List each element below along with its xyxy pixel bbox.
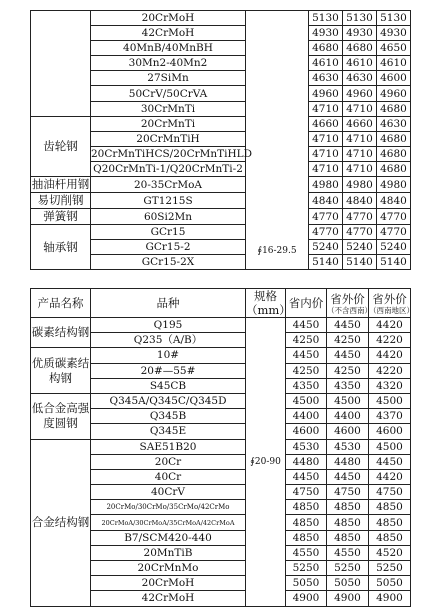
out-province-price-cell: 4930 <box>343 26 377 41</box>
product-cell: Q345A/Q345C/Q345D <box>91 393 246 408</box>
out-province-price-cell: 4710 <box>343 101 377 116</box>
product-cell: 20Cr <box>91 454 246 469</box>
product-cell: Q345B <box>91 409 246 424</box>
domestic-price-cell: 4630 <box>309 71 343 86</box>
domestic-price-cell: 4850 <box>286 500 327 515</box>
table-row <box>31 318 411 333</box>
header-out1-note: （不含西南） <box>327 305 372 315</box>
table-row <box>31 348 411 363</box>
product-cell: 30Mn2-40Mn2 <box>91 56 246 71</box>
out-province-price-cell: 4850 <box>327 515 369 530</box>
out-province-price-cell: 4850 <box>327 530 369 545</box>
product-cell: 20CrMnTiH <box>91 131 246 146</box>
product-cell: 42CrMoH <box>91 591 246 606</box>
product-cell: 20CrMnMo <box>91 561 246 576</box>
domestic-price-cell: 4480 <box>286 454 327 469</box>
category-cell: 优质碳素结构钢 <box>31 348 91 394</box>
domestic-price-cell: 4710 <box>309 161 343 176</box>
domestic-price-cell: 4450 <box>286 348 327 363</box>
product-cell: 20MnTiB <box>91 545 246 560</box>
southwest-price-cell: 4930 <box>377 26 411 41</box>
header-out1-label: 省外价 <box>330 291 365 306</box>
southwest-price-cell: 4420 <box>369 348 411 363</box>
product-cell: 20CrMoH <box>91 576 246 591</box>
southwest-price-cell: 4680 <box>377 131 411 146</box>
domestic-price-cell: 4600 <box>286 424 327 439</box>
southwest-price-cell: 4770 <box>377 225 411 240</box>
out-province-price-cell: 4750 <box>327 485 369 500</box>
round-steel-price-table <box>30 288 414 607</box>
header-product: 品种 <box>91 289 246 318</box>
southwest-price-cell: 4750 <box>369 485 411 500</box>
product-cell: 40MnB/40MnBH <box>91 41 246 56</box>
out-province-price-cell: 4630 <box>343 71 377 86</box>
out-province-price-cell: 5140 <box>343 255 377 270</box>
header-southwest-price <box>369 289 414 318</box>
southwest-price-cell: 4770 <box>377 209 411 225</box>
product-cell: 50CrV/50CrVA <box>91 86 246 101</box>
category-cell: 碳素结构钢 <box>31 318 91 348</box>
domestic-price-cell: 4660 <box>309 116 343 131</box>
product-cell: 60Si2Mn <box>91 209 246 225</box>
southwest-price-cell: 4840 <box>377 193 411 209</box>
southwest-price-cell: 4650 <box>377 41 411 56</box>
domestic-price-cell: 4900 <box>286 591 327 606</box>
domestic-price-cell: 4450 <box>286 318 327 333</box>
domestic-price-cell: 4960 <box>309 86 343 101</box>
southwest-price-cell: 4370 <box>369 409 411 424</box>
southwest-price-cell: 4220 <box>369 363 411 378</box>
out-province-price-cell: 4770 <box>343 209 377 225</box>
header-out2-note: （西南地区） <box>369 305 414 315</box>
out-province-price-cell: 4840 <box>343 193 377 209</box>
domestic-price-cell: 4400 <box>286 409 327 424</box>
product-cell: Q345E <box>91 424 246 439</box>
southwest-price-cell: 4680 <box>377 101 411 116</box>
domestic-price-cell: 4530 <box>286 439 327 454</box>
product-cell: 10# <box>91 348 246 363</box>
domestic-price-cell: 5250 <box>286 561 327 576</box>
header-domestic-price: 省内价 <box>286 289 327 318</box>
out-province-price-cell: 4710 <box>343 146 377 161</box>
table-row <box>31 393 411 408</box>
out-province-price-cell: 5250 <box>327 561 369 576</box>
table-row <box>31 116 411 131</box>
domestic-price-cell: 4710 <box>309 101 343 116</box>
southwest-price-cell: 4420 <box>369 469 411 484</box>
product-cell: GCr15-2X <box>91 255 246 270</box>
product-cell: S45CB <box>91 378 246 393</box>
out-province-price-cell: 4350 <box>327 378 369 393</box>
domestic-price-cell: 4930 <box>309 26 343 41</box>
domestic-price-cell: 4980 <box>309 177 343 193</box>
southwest-price-cell: 4600 <box>377 71 411 86</box>
spec-cell: ∮20-90 <box>246 318 286 607</box>
southwest-price-cell: 4220 <box>369 333 411 348</box>
southwest-price-cell: 4320 <box>369 378 411 393</box>
domestic-price-cell: 4770 <box>309 225 343 240</box>
southwest-price-cell: 4960 <box>377 86 411 101</box>
domestic-price-cell: 4680 <box>309 41 343 56</box>
southwest-price-cell: 4850 <box>369 515 411 530</box>
product-cell: 20CrMnTiHCS/20CrMnTiHLD <box>91 147 253 160</box>
out-province-price-cell: 5050 <box>327 576 369 591</box>
southwest-price-cell: 4680 <box>377 146 411 161</box>
product-cell: GCr15-2 <box>91 240 246 255</box>
southwest-price-cell: 5250 <box>369 561 411 576</box>
category-cell: 低合金高强度圆钢 <box>31 393 91 439</box>
domestic-price-cell: 4770 <box>309 209 343 225</box>
category-cell: 齿轮钢 <box>31 116 91 176</box>
table-row <box>31 439 411 454</box>
table-row <box>31 11 411 26</box>
table-row <box>31 193 411 209</box>
out-province-price-cell: 4960 <box>343 86 377 101</box>
out-province-price-cell: 4500 <box>327 393 369 408</box>
out-province-price-cell: 4770 <box>343 225 377 240</box>
southwest-price-cell: 4500 <box>369 393 411 408</box>
out-province-price-cell: 4710 <box>343 131 377 146</box>
domestic-price-cell: 4500 <box>286 393 327 408</box>
out-province-price-cell: 4450 <box>327 469 369 484</box>
product-cell: GT1215S <box>91 193 246 209</box>
header-spec: 规格（mm） <box>246 289 291 317</box>
product-cell: 30CrMnTi <box>91 101 246 116</box>
table-row <box>31 209 411 225</box>
domestic-price-cell: 5140 <box>309 255 343 270</box>
category-cell: 弹簧钢 <box>31 209 91 225</box>
domestic-price-cell: 4710 <box>309 146 343 161</box>
product-cell: 42CrMoH <box>91 26 246 41</box>
out-province-price-cell: 4980 <box>343 177 377 193</box>
domestic-price-cell: 4450 <box>286 469 327 484</box>
out-province-price-cell: 4550 <box>327 545 369 560</box>
out-province-price-cell: 4250 <box>327 333 369 348</box>
product-cell: 40Cr <box>91 469 246 484</box>
southwest-price-cell: 4450 <box>369 454 411 469</box>
product-cell: 20#—55# <box>91 363 246 378</box>
domestic-price-cell: 4850 <box>286 515 327 530</box>
product-cell: 27SiMn <box>91 71 246 86</box>
out-province-price-cell: 4530 <box>327 439 369 454</box>
domestic-price-cell: 4250 <box>286 333 327 348</box>
domestic-price-cell: 4840 <box>309 193 343 209</box>
domestic-price-cell: 4610 <box>309 56 343 71</box>
southwest-price-cell: 4500 <box>369 439 411 454</box>
domestic-price-cell: 4250 <box>286 363 327 378</box>
out-province-price-cell: 4450 <box>327 318 369 333</box>
product-cell: B7/SCM420-440 <box>91 530 246 545</box>
product-cell: 20CrMnTi <box>91 116 246 131</box>
price-table-continued <box>30 10 411 270</box>
out-province-price-cell: 4710 <box>343 161 377 176</box>
southwest-price-cell: 4850 <box>369 530 411 545</box>
domestic-price-cell: 5240 <box>309 240 343 255</box>
southwest-price-cell: 4630 <box>377 116 411 131</box>
header-out-province-price <box>327 289 372 318</box>
southwest-price-cell: 4680 <box>377 161 411 176</box>
out-province-price-cell: 5130 <box>343 11 377 26</box>
header-category: 产品名称 <box>31 289 91 318</box>
header-out2-label: 省外价 <box>372 291 407 306</box>
category-cell: 合金结构钢 <box>31 439 91 606</box>
out-province-price-cell: 4900 <box>327 591 369 606</box>
southwest-price-cell: 5240 <box>377 240 411 255</box>
domestic-price-cell: 4750 <box>286 485 327 500</box>
product-cell: Q20CrMnTi-1/Q20CrMnTi-2 <box>91 161 246 176</box>
out-province-price-cell: 4600 <box>327 424 369 439</box>
domestic-price-cell: 4710 <box>309 131 343 146</box>
out-province-price-cell: 4480 <box>327 454 369 469</box>
southwest-price-cell: 4850 <box>369 500 411 515</box>
product-cell: 20CrMoA/30CrMoA/35CrMoA/42CrMoA <box>91 515 246 530</box>
southwest-price-cell: 4420 <box>369 318 411 333</box>
product-cell: 20CrMoH <box>91 11 246 26</box>
domestic-price-cell: 5130 <box>309 11 343 26</box>
southwest-price-cell: 4600 <box>369 424 411 439</box>
southwest-price-cell: 4610 <box>377 56 411 71</box>
domestic-price-cell: 4550 <box>286 545 327 560</box>
out-province-price-cell: 4660 <box>343 116 377 131</box>
southwest-price-cell: 4900 <box>369 591 411 606</box>
out-province-price-cell: 4680 <box>343 41 377 56</box>
spec-cell: ∮16-29.5 <box>246 11 309 270</box>
southwest-price-cell: 5050 <box>369 576 411 591</box>
category-cell: 易切削钢 <box>31 193 91 209</box>
product-cell: SAE51B20 <box>91 439 246 454</box>
out-province-price-cell: 4610 <box>343 56 377 71</box>
product-cell: GCr15 <box>91 225 246 240</box>
table-row <box>31 177 411 193</box>
product-cell: 40CrV <box>91 485 246 500</box>
domestic-price-cell: 4350 <box>286 378 327 393</box>
southwest-price-cell: 5140 <box>377 255 411 270</box>
product-cell: 20-35CrMoA <box>91 177 246 193</box>
product-cell: 20CrMo/30CrMo/35CrMo/42CrMo <box>91 500 246 515</box>
southwest-price-cell: 4980 <box>377 177 411 193</box>
table-row <box>31 225 411 240</box>
southwest-price-cell: 4520 <box>369 545 411 560</box>
header-row <box>31 289 411 318</box>
category-cell <box>31 11 91 117</box>
domestic-price-cell: 4850 <box>286 530 327 545</box>
southwest-price-cell: 5130 <box>377 11 411 26</box>
out-province-price-cell: 4250 <box>327 363 369 378</box>
out-province-price-cell: 5240 <box>343 240 377 255</box>
category-cell: 轴承钢 <box>31 225 91 270</box>
out-province-price-cell: 4450 <box>327 348 369 363</box>
out-province-price-cell: 4850 <box>327 500 369 515</box>
domestic-price-cell: 5050 <box>286 576 327 591</box>
product-cell: Q235（A/B） <box>91 333 246 348</box>
product-cell: Q195 <box>91 318 246 333</box>
out-province-price-cell: 4400 <box>327 409 369 424</box>
category-cell: 抽油杆用钢 <box>31 177 90 192</box>
